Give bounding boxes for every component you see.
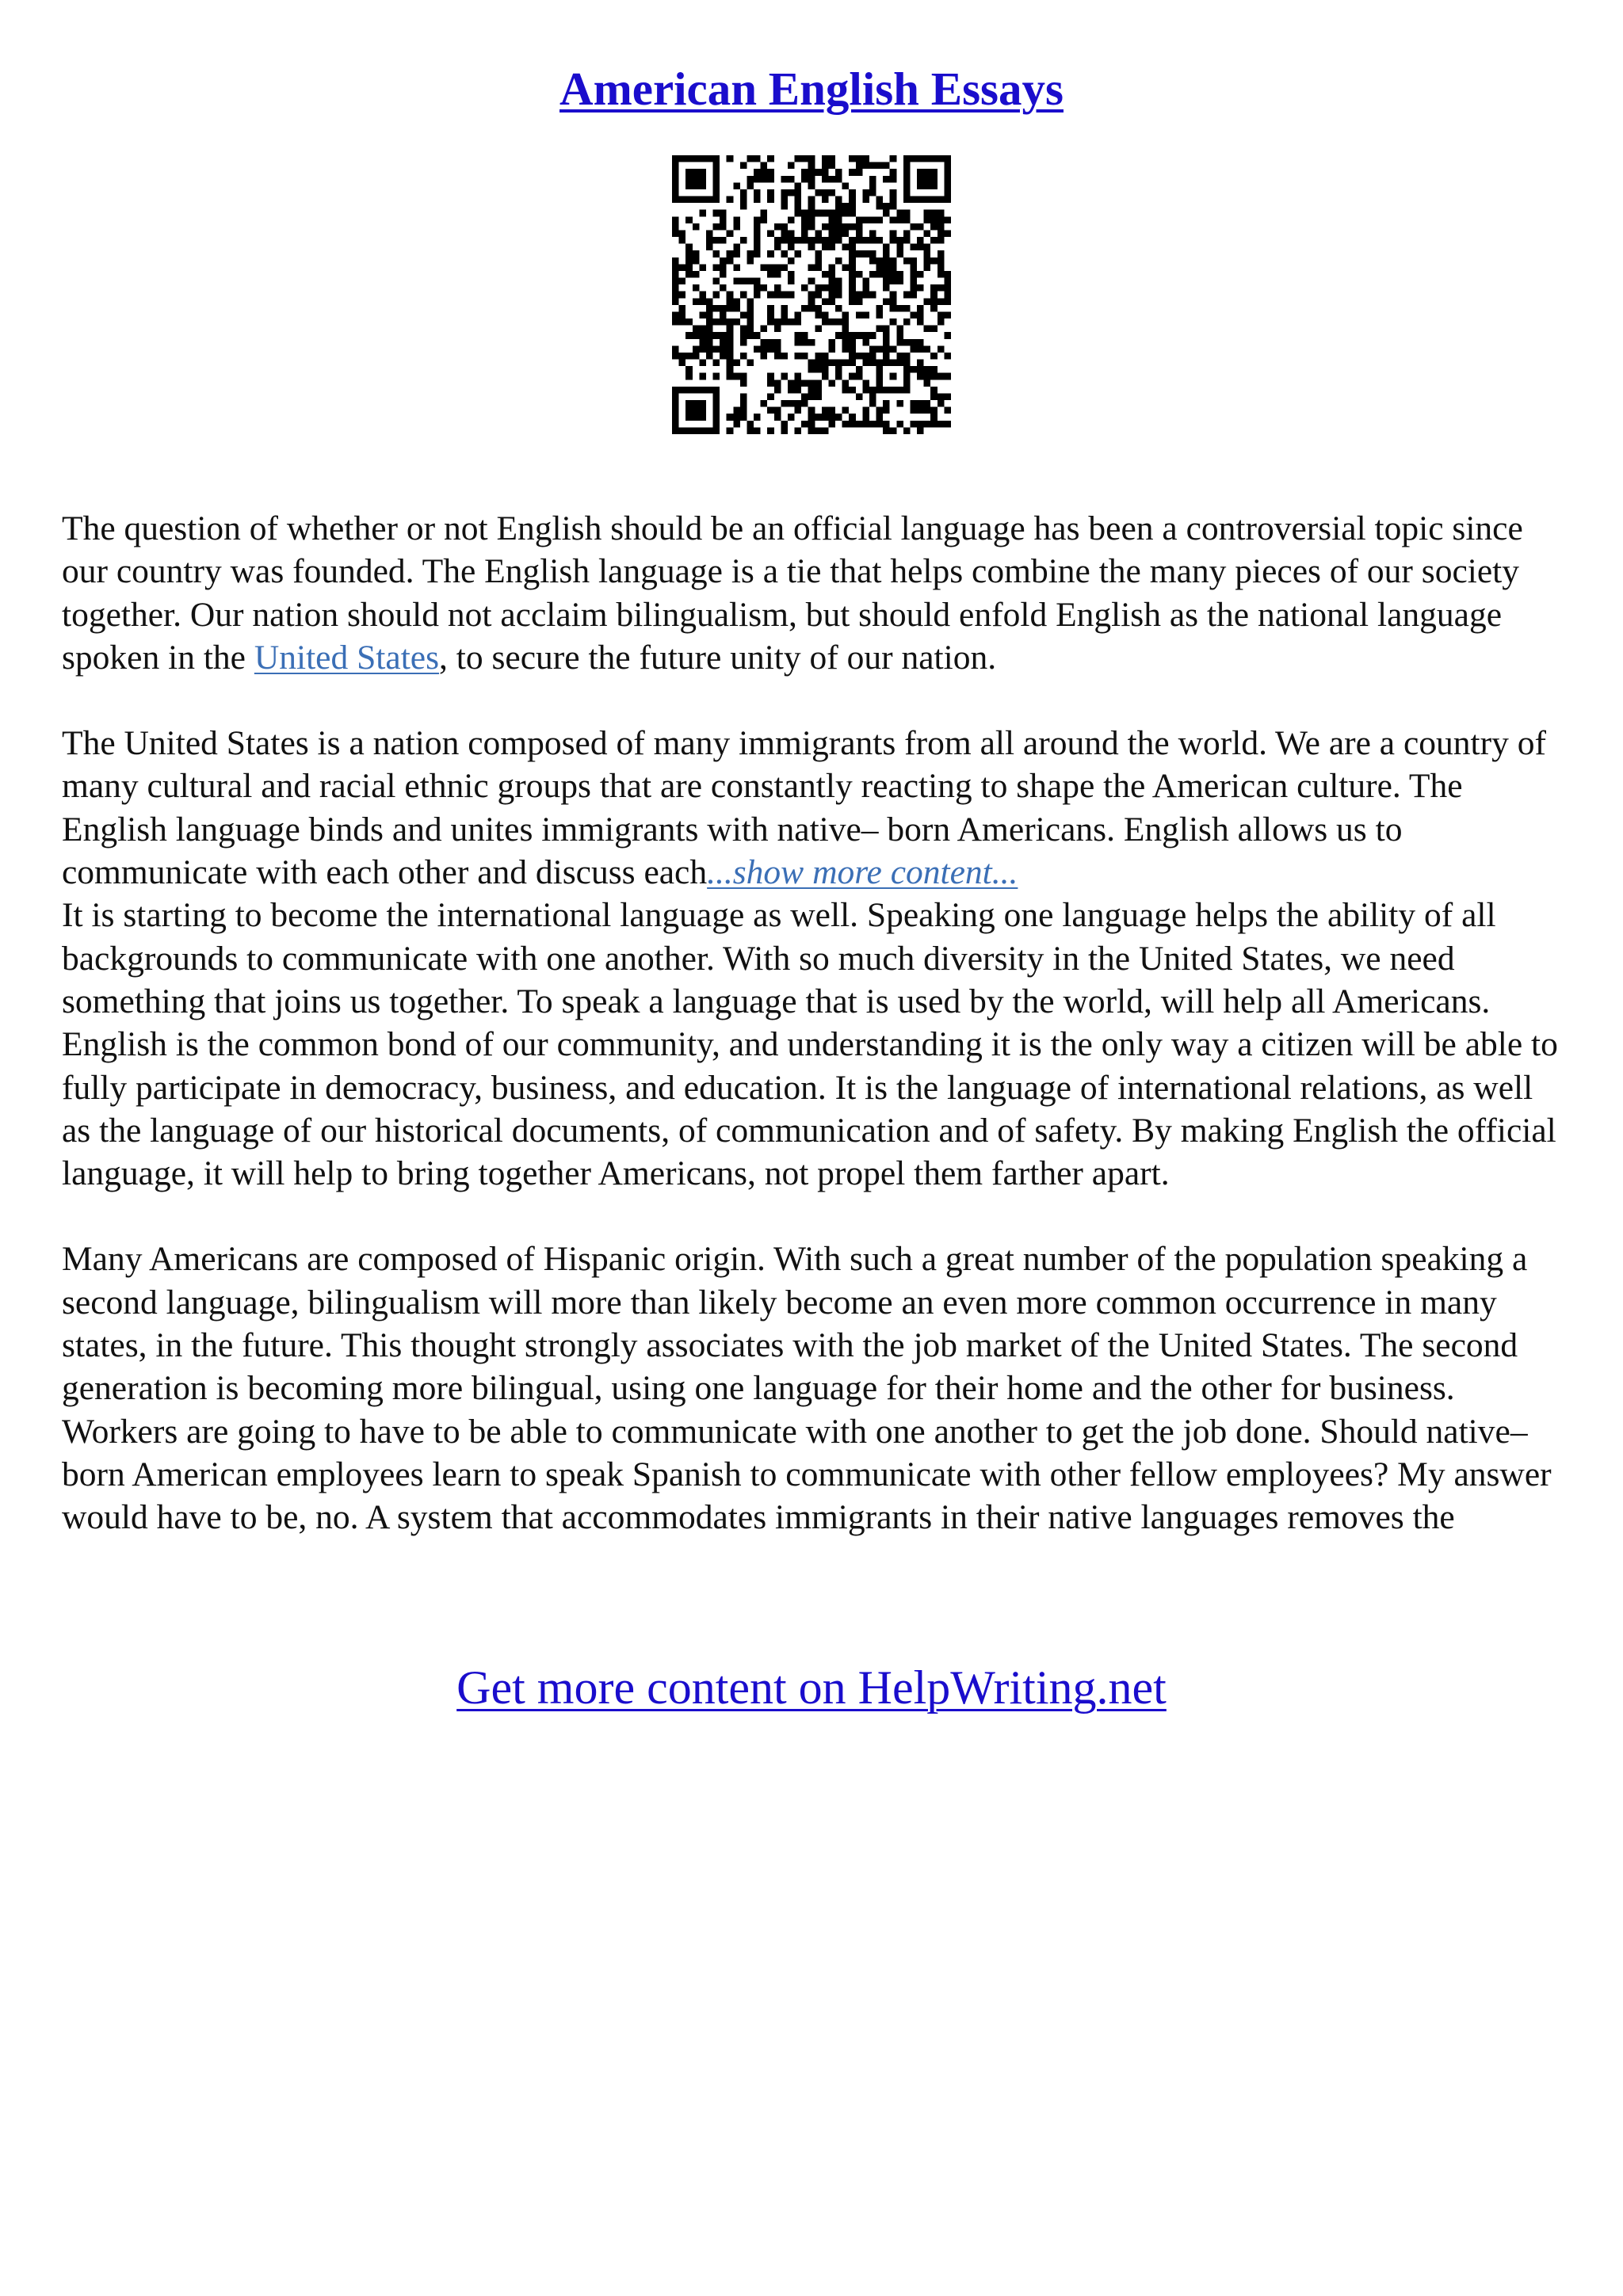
united-states-link[interactable]: United States [254, 638, 440, 677]
paragraph-intro [62, 507, 1568, 679]
footer [0, 1656, 1623, 1719]
paragraph-hispanic: Many Americans are composed of Hispanic origin. With such a great number of the population speaking a second language, bilingualism will more than likely become an even more common occurrence in many states, in the future. This thought strongly associates with the job market of the United States. The second generation is becoming more bilingual, using one language for their home and the other for business. Workers are going to have to be able to communicate with one another to get the job done. Should native– born American employees learn to speak Spanish to communicate with other fellow employees? My answer would have to be, no. A system that accommodates immigrants in their native languages removes the [62, 1240, 1552, 1537]
paragraph-immigrants [62, 722, 1568, 894]
get-more-content-link[interactable]: Get more content on HelpWriting.net [456, 1661, 1167, 1714]
paragraph-intro-text: The question of whether or not English should be an official language has been a controversial topic since our country was founded. The English language is a tie that helps combine the many pieces of our society together. Our nation should not acclaim bilingualism, but should enfold English as the national language spoken in the [62, 509, 1523, 677]
title-link[interactable]: American English Essays [559, 63, 1064, 115]
essay-body [62, 507, 1568, 1539]
show-more-link[interactable]: ...show more content... [707, 853, 1018, 892]
paragraph-intro-end: , to secure the future unity of our nation. [439, 638, 997, 677]
page-title [0, 57, 1623, 120]
paragraph-immigrants-text: The United States is a nation composed of many immigrants from all around the world. We are a country of many cultural and racial ethnic groups that are constantly reacting to shape the American culture. The English language binds and unites immigrants with native– born Americans. English allows us to communicate with each other and discuss each [62, 724, 1546, 892]
paragraph-international: It is starting to become the international language as well. Speaking one language helps the ability of all backgrounds to communicate with one another. With so much diversity in the United States, we need something that joins us together. To speak a language that is used by the world, will help all Americans. English is the common bond of our community, and understanding it is the only way a citizen will be able to fully participate in democracy, business, and education. It is the language of international relations, as well as the language of our historical documents, of communication and of safety. By making English the official language, it will help to bring together Americans, not propel them farther apart. [62, 896, 1558, 1193]
qr-code-icon [672, 155, 951, 434]
